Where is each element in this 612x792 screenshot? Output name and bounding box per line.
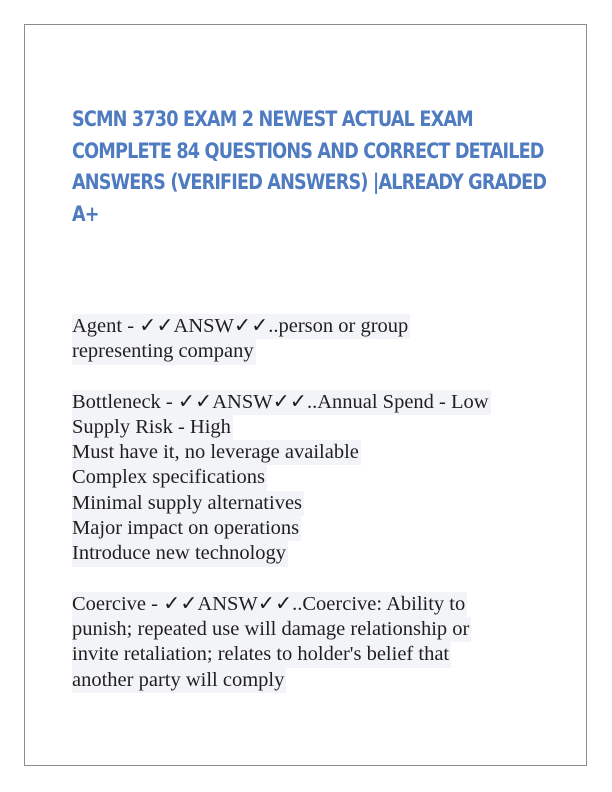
document-body (72, 314, 542, 718)
entry-line: representing company (72, 339, 256, 364)
entry-bottleneck (72, 390, 542, 567)
entry-line: Coercive - ✓✓ANSW✓✓..Coercive: Ability to (72, 592, 467, 617)
title-line: COMPLETE 84 QUESTIONS AND CORRECT DETAILED (72, 138, 544, 163)
entry-agent (72, 314, 542, 365)
entry-line: invite retaliation; relates to holder's belief that (72, 642, 451, 667)
entry-line: punish; repeated use will damage relationship or (72, 617, 471, 642)
title-line: ANSWERS (VERIFIED ANSWERS) |ALREADY GRADED (72, 170, 547, 194)
entry-line: another party will comply (72, 668, 286, 693)
entry-line: Agent - ✓✓ANSW✓✓..person or group (72, 314, 410, 339)
document-title (72, 104, 547, 230)
entry-line: Bottleneck - ✓✓ANSW✓✓..Annual Spend - Low (72, 390, 491, 415)
entry-coercive (72, 592, 542, 693)
entry-line: Supply Risk - High (72, 415, 233, 440)
title-line: A+ (72, 201, 99, 226)
entry-line: Complex specifications (72, 465, 267, 490)
entry-line: Minimal supply alternatives (72, 491, 304, 516)
entry-line: Introduce new technology (72, 541, 288, 566)
entry-line: Must have it, no leverage available (72, 440, 361, 465)
entry-line: Major impact on operations (72, 516, 301, 541)
title-line: SCMN 3730 EXAM 2 NEWEST ACTUAL EXAM (72, 107, 473, 131)
